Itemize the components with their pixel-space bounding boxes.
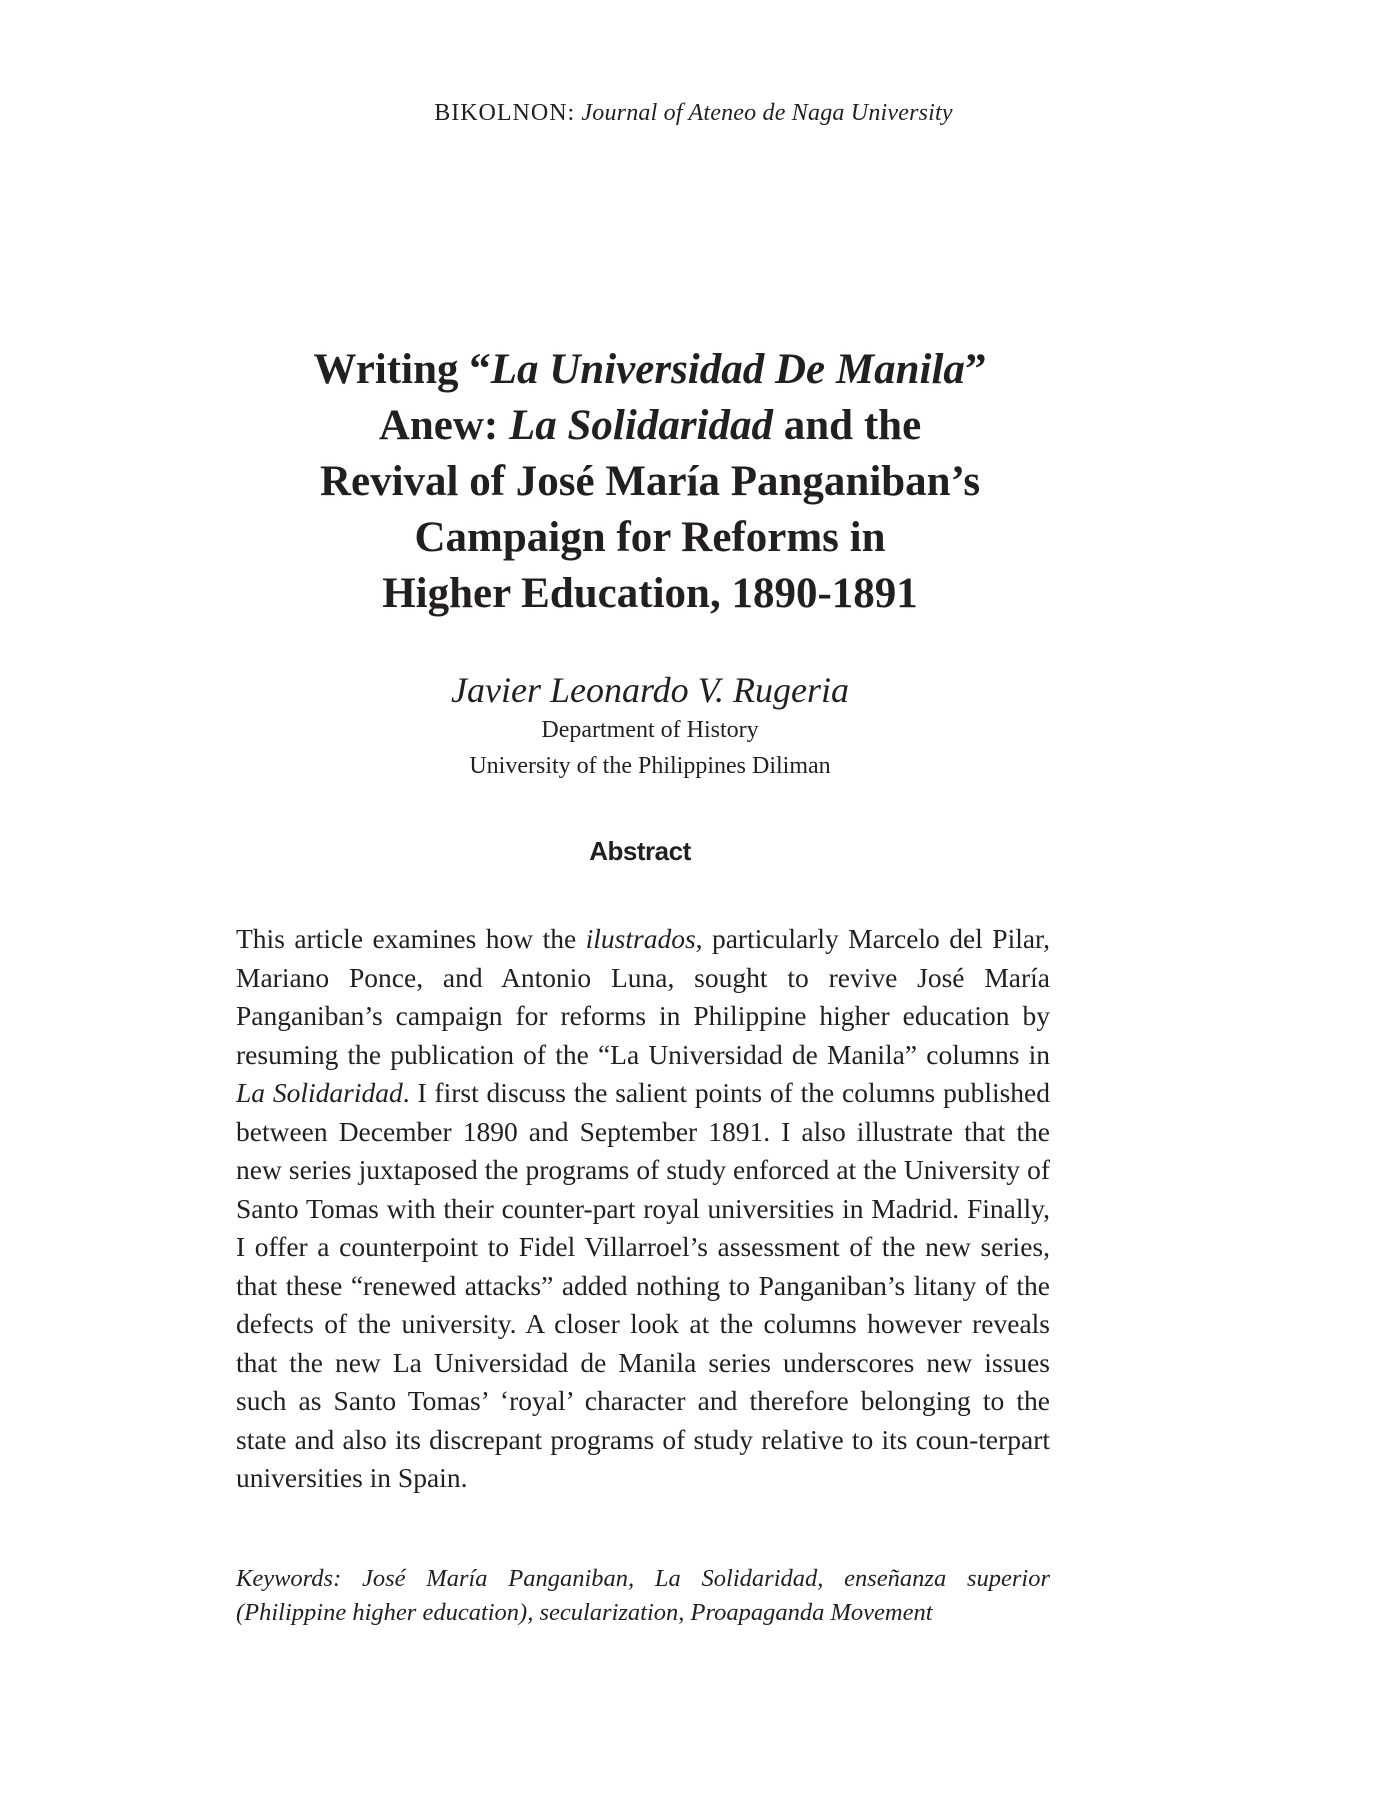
title-line-1 [200,342,1100,398]
title-text: Anew: [378,402,509,449]
title-line-3: Revival of José María Panganiban’s [319,458,981,505]
abstract-heading: Abstract [589,836,691,866]
title-text: ” [964,346,987,393]
journal-name: Journal of Ateneo de Naga University [581,100,953,126]
title-italic-text: La Solidaridad [509,402,774,449]
abstract-text: This article examines how the [236,923,586,954]
article-title [200,342,1100,622]
title-line-5: Higher Education, 1890-1891 [382,570,918,617]
title-italic-text: La Universidad De Manila [490,346,965,393]
author-department: Department of History [541,717,759,743]
title-text: Writing “ [313,346,491,393]
title-text: and the [773,402,922,449]
title-line-2 [200,398,1100,454]
abstract-text: . I first discuss the salient points of the columns published between December 1890 and September 1891. I also illustrate that the new series juxtaposed the programs of study enforced at the University of Santo Tomas with their counter-part royal universities in Madrid. Finally, I offer a counterpoint to Fidel Villarroel’s assessment of the new series, that these “renewed attacks” added nothing to Panganiban’s litany of the defects of the university. A closer look at the columns however reveals that the new La Universidad de Manila series underscores new issues such as Santo Tomas’ ‘royal’ character and therefore belonging to the state and also its discrepant programs of study relative to its coun-terpart universities in Spain. [236,1077,1051,1493]
abstract-italic-text: ilustrados, [585,923,703,954]
keywords: Keywords: José María Panganiban, La Solidaridad, enseñanza superior (Philippine higher education), secularization, Proapaganda Movement [236,1565,1050,1626]
running-head [0,100,1387,127]
abstract-text: particularly Marcelo del Pilar, Mariano Ponce, and Antonio Luna, sought to revive José María Panganiban’s campaign for reforms in Philippine higher education by resuming the publication of the “La Universidad de Manila” columns in [236,923,1050,1070]
journal-abbrev: BIKOLNON: [434,100,576,126]
abstract-italic-text: La Solidaridad [236,1077,403,1108]
title-line-4: Campaign for Reforms in [414,514,886,561]
author-block [300,668,1000,784]
abstract-body [236,920,1050,1498]
author-institution: University of the Philippines Diliman [469,753,831,779]
author-name: Javier Leonardo V. Rugeria [451,670,849,710]
